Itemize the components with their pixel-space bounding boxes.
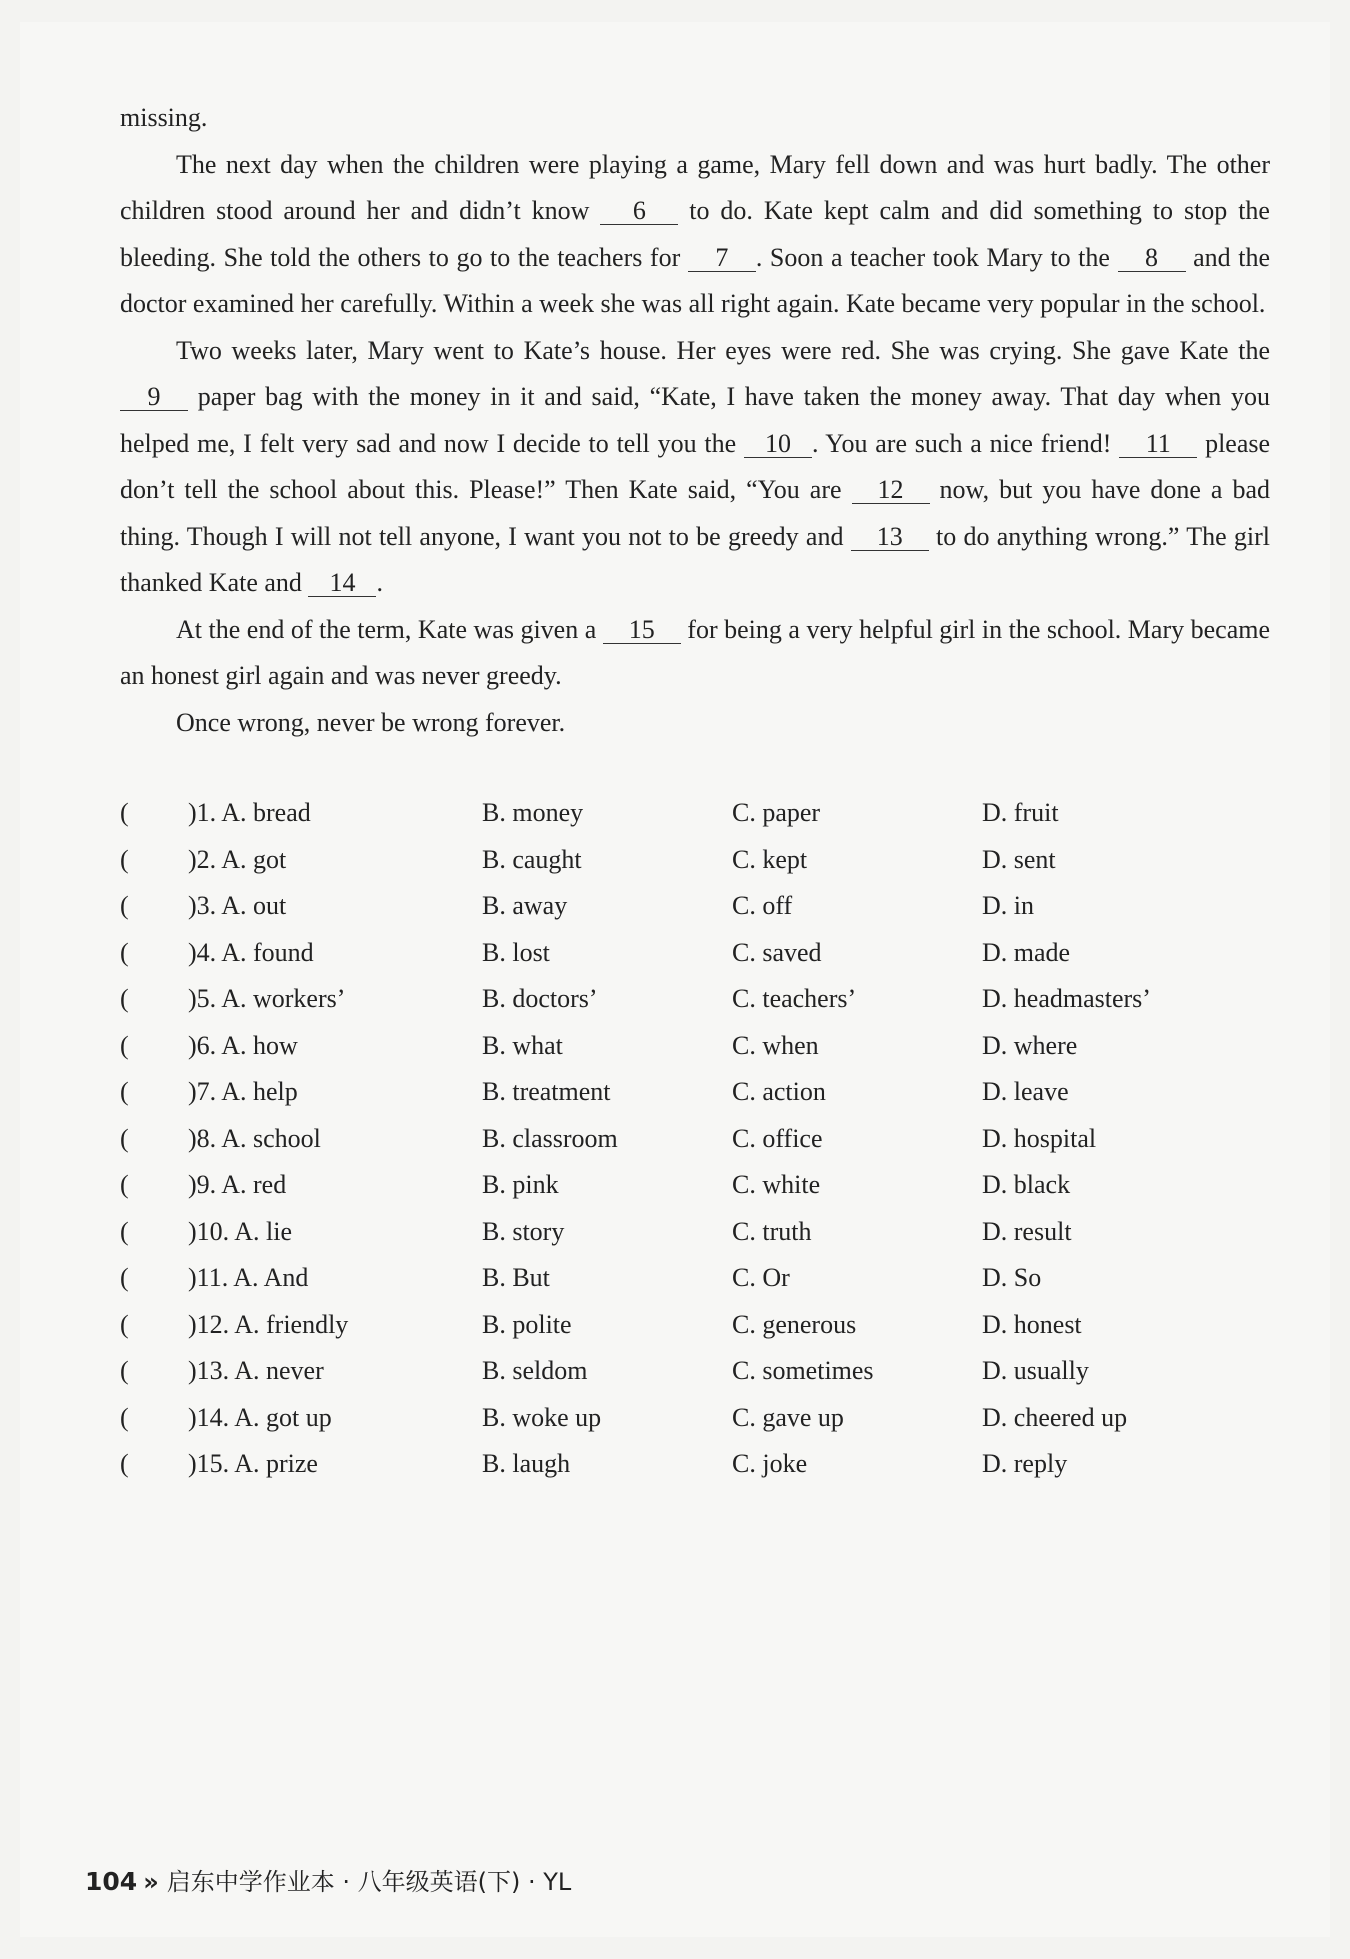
question-row xyxy=(120,837,1270,884)
option-d[interactable]: D. cheered up xyxy=(982,1402,1128,1432)
blank-9[interactable]: 9 xyxy=(120,384,188,411)
chevron-right-icon: » xyxy=(143,1868,159,1896)
option-a[interactable]: )8. A. school xyxy=(188,1123,321,1153)
blank-12[interactable]: 12 xyxy=(852,477,930,504)
blank-14[interactable]: 14 xyxy=(308,570,376,597)
option-b[interactable]: B. woke up xyxy=(482,1402,602,1432)
answer-bracket[interactable]: ( xyxy=(120,1309,129,1339)
option-a[interactable]: )1. A. bread xyxy=(188,798,311,827)
question-row xyxy=(120,930,1270,977)
option-d[interactable]: D. black xyxy=(982,1170,1071,1199)
option-d[interactable]: D. fruit xyxy=(982,798,1059,827)
option-b[interactable]: B. caught xyxy=(482,844,582,874)
option-d[interactable]: D. reply xyxy=(982,1449,1068,1478)
option-d[interactable]: D. sent xyxy=(982,844,1056,874)
question-row xyxy=(120,1023,1270,1070)
option-d[interactable]: D. result xyxy=(982,1216,1072,1246)
option-d[interactable]: D. in xyxy=(982,891,1034,920)
option-c[interactable]: C. saved xyxy=(732,937,822,967)
option-c[interactable]: C. when xyxy=(732,1030,819,1060)
passage-paragraph: At the end of the term, Kate was given a 15 for being a very helpful girl in the school. Mary became an honest girl again and was never greedy. xyxy=(120,614,1271,690)
passage-moral: Once wrong, never be wrong forever. xyxy=(176,707,566,737)
option-c[interactable]: C. generous xyxy=(732,1309,857,1339)
answer-bracket[interactable]: ( xyxy=(120,1449,129,1478)
option-c[interactable]: C. truth xyxy=(732,1216,812,1246)
option-b[interactable]: B. seldom xyxy=(482,1356,588,1385)
question-row xyxy=(120,1116,1270,1163)
blank-10[interactable]: 10 xyxy=(744,431,812,458)
option-d[interactable]: D. hospital xyxy=(982,1123,1097,1153)
question-row xyxy=(120,1255,1270,1302)
option-b[interactable]: B. lost xyxy=(482,937,550,967)
option-c[interactable]: C. gave up xyxy=(732,1402,844,1432)
option-b[interactable]: B. what xyxy=(482,1030,563,1060)
blank-8[interactable]: 8 xyxy=(1118,245,1186,272)
blank-11[interactable]: 11 xyxy=(1119,431,1197,458)
option-d[interactable]: D. usually xyxy=(982,1356,1089,1385)
option-a[interactable]: )11. A. And xyxy=(188,1263,309,1292)
option-a[interactable]: )14. A. got up xyxy=(188,1402,332,1432)
answer-bracket[interactable]: ( xyxy=(120,1030,129,1060)
passage-paragraph: missing. xyxy=(120,103,208,132)
option-b[interactable]: B. But xyxy=(482,1263,550,1292)
option-b[interactable]: B. polite xyxy=(482,1309,572,1339)
option-d[interactable]: D. made xyxy=(982,937,1071,967)
answer-bracket[interactable]: ( xyxy=(120,1402,129,1432)
option-c[interactable]: C. office xyxy=(732,1123,823,1153)
question-list xyxy=(120,790,1270,1488)
question-row xyxy=(120,1395,1270,1442)
option-b[interactable]: B. doctors’ xyxy=(482,984,598,1013)
answer-bracket[interactable]: ( xyxy=(120,984,129,1013)
option-a[interactable]: )4. A. found xyxy=(188,937,314,967)
option-c[interactable]: C. joke xyxy=(732,1449,808,1478)
option-b[interactable]: B. away xyxy=(482,891,568,920)
option-a[interactable]: )13. A. never xyxy=(188,1356,324,1385)
option-a[interactable]: )3. A. out xyxy=(188,891,287,920)
page-footer xyxy=(85,1862,571,1897)
option-a[interactable]: )7. A. help xyxy=(188,1077,298,1106)
question-row xyxy=(120,1209,1270,1256)
option-c[interactable]: C. off xyxy=(732,891,793,920)
question-row xyxy=(120,1348,1270,1395)
option-c[interactable]: C. kept xyxy=(732,844,808,874)
option-a[interactable]: )15. A. prize xyxy=(188,1449,318,1478)
option-d[interactable]: D. where xyxy=(982,1030,1078,1060)
option-c[interactable]: C. action xyxy=(732,1077,826,1106)
blank-15[interactable]: 15 xyxy=(603,617,681,644)
blank-7[interactable]: 7 xyxy=(688,245,756,272)
page-number: 104 xyxy=(85,1867,138,1896)
answer-bracket[interactable]: ( xyxy=(120,1123,129,1153)
question-row xyxy=(120,1162,1270,1209)
option-c[interactable]: C. Or xyxy=(732,1263,790,1292)
blank-6[interactable]: 6 xyxy=(600,198,678,225)
answer-bracket[interactable]: ( xyxy=(120,891,129,920)
answer-bracket[interactable]: ( xyxy=(120,1077,129,1106)
option-b[interactable]: B. laugh xyxy=(482,1449,571,1478)
option-a[interactable]: )6. A. how xyxy=(188,1030,298,1060)
book-title: 启东中学作业本 · 八年级英语(下) · YL xyxy=(166,1868,572,1896)
option-a[interactable]: )9. A. red xyxy=(188,1170,287,1199)
option-b[interactable]: B. money xyxy=(482,798,584,827)
answer-bracket[interactable]: ( xyxy=(120,1263,129,1292)
answer-bracket[interactable]: ( xyxy=(120,1356,129,1385)
option-d[interactable]: D. honest xyxy=(982,1309,1082,1339)
answer-bracket[interactable]: ( xyxy=(120,844,129,874)
option-c[interactable]: C. teachers’ xyxy=(732,984,857,1013)
answer-bracket[interactable]: ( xyxy=(120,798,129,827)
option-d[interactable]: D. So xyxy=(982,1263,1042,1292)
passage xyxy=(120,95,1270,746)
option-b[interactable]: B. pink xyxy=(482,1170,559,1199)
option-b[interactable]: B. story xyxy=(482,1216,565,1246)
question-row xyxy=(120,883,1270,930)
answer-bracket[interactable]: ( xyxy=(120,1170,129,1199)
option-b[interactable]: B. classroom xyxy=(482,1123,618,1153)
question-row xyxy=(120,976,1270,1023)
question-row xyxy=(120,1069,1270,1116)
option-d[interactable]: D. headmasters’ xyxy=(982,984,1151,1013)
option-c[interactable]: C. sometimes xyxy=(732,1356,874,1385)
blank-13[interactable]: 13 xyxy=(851,524,929,551)
option-a[interactable]: )5. A. workers’ xyxy=(188,984,346,1013)
passage-paragraph: Two weeks later, Mary went to Kate’s house. Her eyes were red. She was crying. She gave Kate the 9 paper bag with the money in it and said, “Kate, I have taken the money away. That day when you helped me, I felt very sad and now I decide to tell you the 10 . You are such a nice friend! 11 please don’t tell the school about this. Please!” Then Kate said, “You are 12 now, but you have done a bad thing. Though I will not tell anyone, I want you not to be greedy and 13 to do anything wrong.” The girl thanked Kate and 14 . xyxy=(120,335,1271,597)
option-b[interactable]: B. treatment xyxy=(482,1077,611,1106)
option-a[interactable]: )2. A. got xyxy=(188,844,287,874)
option-c[interactable]: C. paper xyxy=(732,798,821,827)
answer-bracket[interactable]: ( xyxy=(120,937,129,967)
option-a[interactable]: )12. A. friendly xyxy=(188,1309,349,1339)
option-d[interactable]: D. leave xyxy=(982,1077,1069,1106)
question-row xyxy=(120,1302,1270,1349)
question-row xyxy=(120,1441,1270,1488)
answer-bracket[interactable]: ( xyxy=(120,1216,129,1246)
option-a[interactable]: )10. A. lie xyxy=(188,1216,292,1246)
question-row xyxy=(120,790,1270,837)
passage-paragraph: The next day when the children were playing a game, Mary fell down and was hurt badly. The other children stood around her and didn’t know 6 to do. Kate kept calm and did something to stop the bleeding. She told the others to go to the teachers for 7 . Soon a teacher took Mary to the 8 and the doctor examined her carefully. Within a week she was all right again. Kate became very popular in the school. xyxy=(120,149,1270,318)
option-c[interactable]: C. white xyxy=(732,1170,821,1199)
